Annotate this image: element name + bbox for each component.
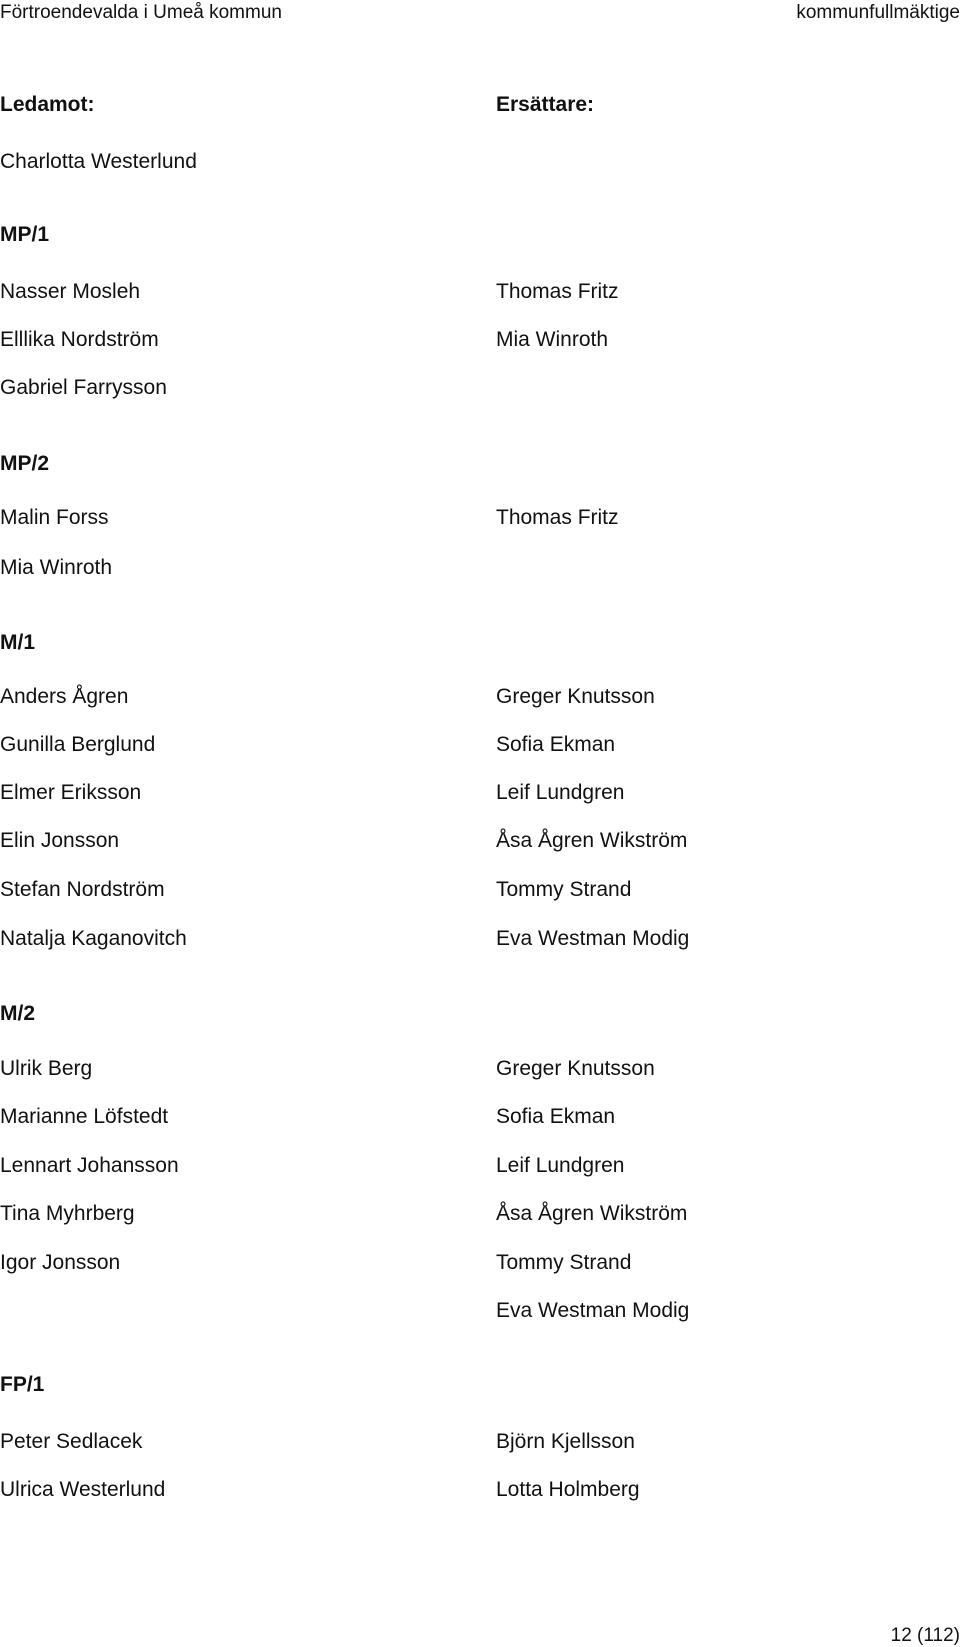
substitute-name: Åsa Ågren Wikström (496, 829, 688, 852)
group-heading: MP/2 (0, 452, 50, 475)
substitute-name: Leif Lundgren (496, 1154, 625, 1177)
member-name: Lennart Johansson (0, 1154, 179, 1177)
substitutes-heading: Ersättare: (496, 93, 595, 116)
members-heading: Ledamot: (0, 93, 95, 116)
member-name: Elin Jonsson (0, 829, 120, 852)
substitute-name: Eva Westman Modig (496, 927, 690, 950)
member-name: Elllika Nordström (0, 328, 159, 351)
member-name: Mia Winroth (0, 556, 113, 579)
substitute-name: Thomas Fritz (496, 506, 619, 529)
member-name: Natalja Kaganovitch (0, 927, 187, 950)
member-name: Ulrik Berg (0, 1057, 93, 1080)
member-name: Peter Sedlacek (0, 1430, 143, 1453)
member-name: Gabriel Farrysson (0, 376, 167, 399)
chair-name: Charlotta Westerlund (0, 150, 197, 173)
member-name: Gunilla Berglund (0, 733, 156, 756)
substitute-name: Greger Knutsson (496, 1057, 655, 1080)
substitute-name: Mia Winroth (496, 328, 609, 351)
substitute-name: Thomas Fritz (496, 280, 619, 303)
substitute-name: Tommy Strand (496, 1251, 632, 1274)
header-left: Förtroendevalda i Umeå kommun (0, 2, 282, 23)
group-heading: M/2 (0, 1002, 36, 1025)
substitute-name: Sofia Ekman (496, 1105, 616, 1128)
member-name: Igor Jonsson (0, 1251, 121, 1274)
substitute-name: Greger Knutsson (496, 685, 655, 708)
member-name: Nasser Mosleh (0, 280, 141, 303)
substitute-name: Åsa Ågren Wikström (496, 1202, 688, 1225)
substitute-name: Leif Lundgren (496, 781, 625, 804)
group-heading: MP/1 (0, 223, 50, 246)
substitute-name: Sofia Ekman (496, 733, 616, 756)
member-name: Ulrica Westerlund (0, 1478, 166, 1501)
substitute-name: Björn Kjellsson (496, 1430, 635, 1453)
substitute-name: Tommy Strand (496, 878, 632, 901)
member-name: Marianne Löfstedt (0, 1105, 169, 1128)
member-name: Elmer Eriksson (0, 781, 142, 804)
substitute-name: Eva Westman Modig (496, 1299, 690, 1322)
member-name: Tina Myhrberg (0, 1202, 135, 1225)
substitute-name: Lotta Holmberg (496, 1478, 640, 1501)
member-name: Anders Ågren (0, 685, 129, 708)
group-heading: FP/1 (0, 1373, 45, 1396)
group-heading: M/1 (0, 631, 36, 654)
page-number: 12 (112) (890, 1625, 960, 1646)
member-name: Stefan Nordström (0, 878, 165, 901)
header-right: kommunfullmäktige (796, 2, 960, 23)
member-name: Malin Forss (0, 506, 109, 529)
